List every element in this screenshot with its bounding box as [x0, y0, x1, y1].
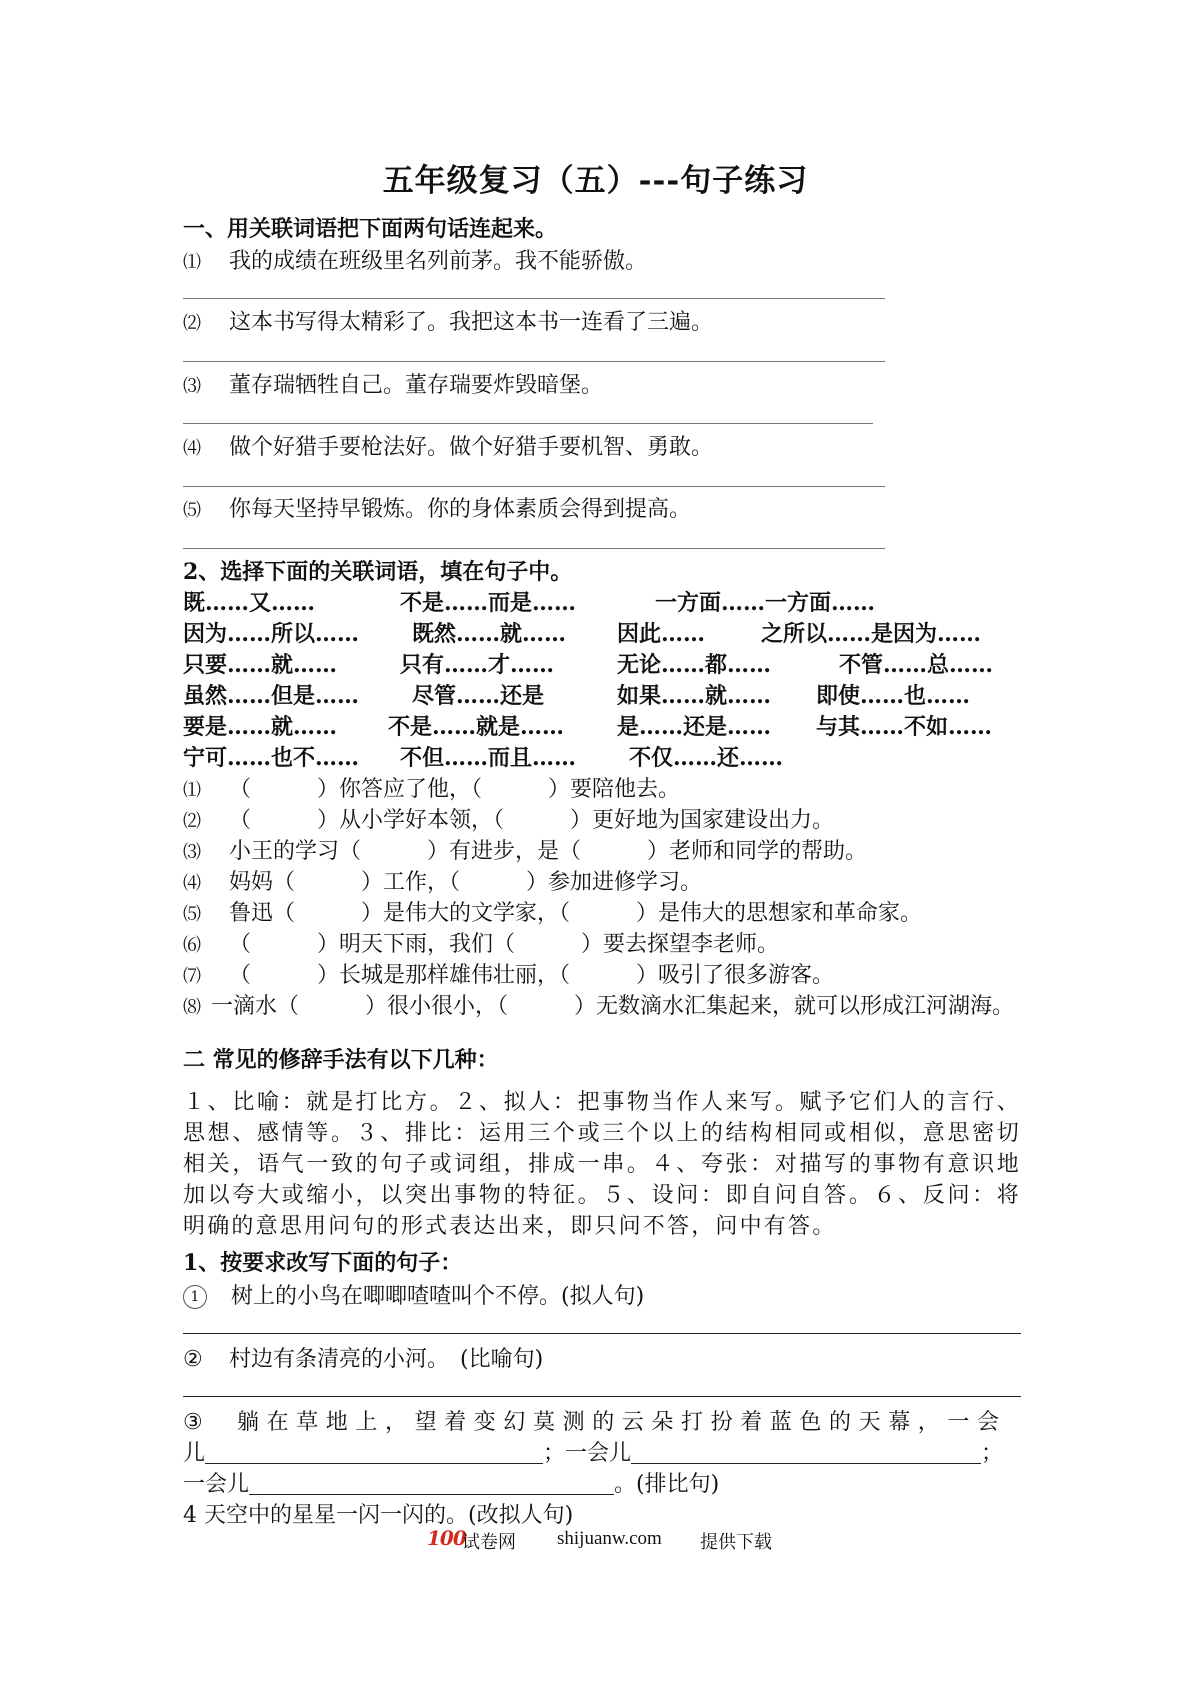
connective-word: 不是……而是……: [400, 590, 577, 616]
item-number: ⑴: [183, 252, 201, 273]
connective-word: 只要……就……: [183, 652, 338, 678]
fill-in-blank: [205, 1439, 543, 1464]
item-number: ⑺: [183, 966, 201, 987]
connective-word: 只有……才……: [400, 652, 555, 678]
item-text: 树上的小鸟在唧唧喳喳叫个不停。(拟人句): [231, 1284, 645, 1309]
connective-word: 是……还是……: [617, 714, 772, 740]
connective-word: 既……又……: [183, 590, 316, 616]
rewrite-item-line2: 儿 ；一会儿 ；: [183, 1441, 1004, 1466]
item-text: 这本书写得太精彩了。我把这本书一连看了三遍。: [229, 310, 714, 335]
connective-word: 之所以……是因为……: [761, 621, 982, 647]
fill-blank-item: [183, 989, 1014, 1020]
connective-row: [183, 648, 1033, 678]
item-number: ⑷: [183, 438, 201, 459]
item-text: 躺在草地上，望着变幻莫测的云朵打扮着蓝色的天幕，一会: [237, 1410, 1007, 1435]
item-number: ⑷: [183, 873, 201, 894]
rewrite-item-4: 4 天空中的星星一闪一闪的。(改拟人句): [183, 1503, 574, 1528]
item-text: （ ）你答应了他，（ ）要陪他去。: [229, 777, 681, 802]
connective-row: [183, 586, 1033, 616]
connective-word: 不是……就是……: [388, 714, 565, 740]
connective-row: [183, 679, 1033, 709]
footer: [0, 1528, 1191, 1558]
connective-word: 即使……也……: [816, 683, 971, 709]
connective-word: 无论……都……: [617, 652, 772, 678]
item-text: （ ）从小学好本领，（ ）更好地为国家建设出力。: [229, 808, 835, 833]
item-text: 一滴水（ ）很小很小，（ ）无数滴水汇集起来，就可以形成江河湖海。: [211, 994, 1015, 1019]
rewrite-item: [183, 1279, 644, 1310]
section2-heading: 2、选择下面的关联词语，填在句子中。: [183, 559, 573, 585]
connective-word: 不仅……还……: [629, 745, 784, 771]
answer-line: [183, 548, 885, 549]
section1-item: [183, 305, 713, 336]
section1-heading: 一、用关联词语把下面两句话连起来。: [183, 216, 558, 242]
item-text: 董存瑞牺牲自己。董存瑞要炸毁暗堡。: [229, 373, 604, 398]
item-number: ⑻: [183, 997, 201, 1018]
item-text: 我的成绩在班级里名列前茅。我不能骄傲。: [229, 249, 648, 274]
item-number: ⑶: [183, 376, 201, 397]
connective-word: 要是……就……: [183, 714, 338, 740]
item-text: 村边有条清亮的小河。 (比喻句): [229, 1347, 544, 1372]
item-number: ⑶: [183, 842, 201, 863]
item-text: 你每天坚持早锻炼。你的身体素质会得到提高。: [229, 497, 692, 522]
item-number: ⑵: [183, 811, 201, 832]
connective-word: 一方面……一方面……: [655, 590, 876, 616]
item-number: ⑸: [183, 500, 201, 521]
fill-blank-item: [183, 834, 867, 865]
fill-in-blank: [249, 1470, 614, 1495]
connective-row: [183, 617, 1033, 647]
connective-row: [183, 710, 1033, 740]
site-domain: shijuanw.com: [557, 1528, 662, 1549]
connective-word: 宁可……也不……: [183, 745, 360, 771]
item-text: 妈妈（ ）工作，（ ）参加进修学习。: [229, 870, 703, 895]
rewrite-item-line3: 一会儿 。(排比句): [183, 1472, 720, 1497]
rhetoric-paragraph: １、比喻：就是打比方。２、拟人：把事物当作人来写。赋予它们人的言行、思想、感情等。３、排比：运用三个或三个以上的结构相同或相似，意思密切相关，语气一致的句子或词组，排成一串。４、夸张：对描写的事物有意识地加以夸大或缩小，以突出事物的特征。５、设问：即自问自答。６、反问：将明确的意思用问句的形式表达出来，即只问不答，问中有答。: [183, 1090, 1021, 1239]
answer-line: [183, 298, 885, 299]
item-text: 鲁迅（ ）是伟大的文学家，（ ）是伟大的思想家和革命家。: [229, 901, 923, 926]
connective-word: 因为……所以……: [183, 621, 360, 647]
item-number: ②: [183, 1347, 203, 1372]
answer-line: [183, 1396, 1021, 1397]
item-number: ⑴: [183, 780, 201, 801]
item-text: 做个好猎手要枪法好。做个好猎手要机智、勇敢。: [229, 435, 714, 460]
connective-word: 既然……就……: [412, 621, 567, 647]
item-number: ⑵: [183, 313, 201, 334]
section1-item: [183, 368, 603, 399]
download-note: 提供下载: [700, 1532, 772, 1553]
item-number: ③: [183, 1410, 203, 1435]
answer-line: [183, 423, 873, 424]
fill-blank-item: [183, 803, 834, 834]
section3-heading: 二 常见的修辞手法有以下几种：: [183, 1047, 499, 1073]
answer-line: [183, 1333, 1021, 1334]
fill-blank-item: [183, 958, 834, 989]
fill-blank-item: [183, 896, 922, 927]
section1-item: [183, 430, 713, 461]
answer-line: [183, 361, 885, 362]
rewrite-item: [183, 1405, 1007, 1436]
site-name: 试卷网: [462, 1532, 516, 1553]
site-logo: 100: [427, 1526, 466, 1550]
connective-word: 虽然……但是……: [183, 683, 360, 709]
connective-word: 不管……总……: [839, 652, 994, 678]
connective-word: 因此……: [617, 621, 706, 647]
item-text: 小王的学习（ ）有进步，是（ ）老师和同学的帮助。: [229, 839, 868, 864]
answer-line: [183, 486, 885, 487]
item-number: ⑸: [183, 904, 201, 925]
section1-item: [183, 492, 691, 523]
item-text: （ ）明天下雨，我们（ ）要去探望李老师。: [229, 932, 780, 957]
connective-word: 如果……就……: [617, 683, 772, 709]
connective-word: 与其……不如……: [816, 714, 993, 740]
section1-item: [183, 244, 647, 275]
connective-word: 尽管……还是: [412, 683, 545, 709]
connective-word: 不但……而且……: [400, 745, 577, 771]
fill-blank-item: [183, 865, 702, 896]
rewrite-heading: 1、按要求改写下面的句子：: [183, 1250, 463, 1276]
rewrite-item: [183, 1342, 543, 1373]
connective-row: [183, 741, 1033, 771]
fill-blank-item: [183, 927, 779, 958]
page-title: 五年级复习（五）---句子练习: [382, 163, 809, 199]
item-number: ⑹: [183, 935, 201, 956]
item-text: （ ）长城是那样雄伟壮丽，（ ）吸引了很多游客。: [229, 963, 835, 988]
fill-in-blank: [631, 1439, 981, 1464]
fill-blank-item: [183, 772, 680, 803]
item-number: 1: [183, 1285, 207, 1309]
